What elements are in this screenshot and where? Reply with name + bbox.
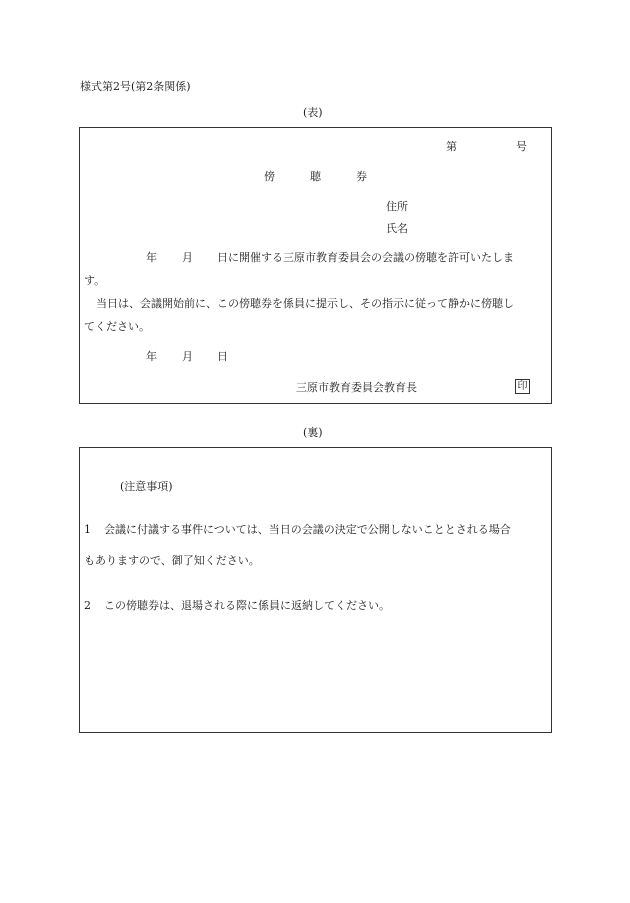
note-1-number: 1 [84,523,91,536]
issue-date-month: 月 [182,350,193,363]
front-side-label: (表) [303,106,323,119]
back-side-label: (裏) [303,426,323,439]
issue-date-year: 年 [146,350,157,363]
note-2-number: 2 [84,599,91,612]
issue-date-day: 日 [217,350,228,363]
instruction-text-line1: 当日は、会議開始前に、この傍聴券を係員に提示し、その指示に従って静かに傍聴し [96,297,514,310]
ticket-number-suffix: 号 [516,140,527,153]
permission-text-line2: す。 [84,274,106,287]
ticket-title-char-1: 傍 [264,170,275,183]
address-label: 住所 [386,200,408,213]
ticket-title-char-3: 券 [356,170,367,183]
permission-text-line1: 日に開催する三原市教育委員会の会議の傍聴を許可いたしま [217,251,514,264]
issuer-title: 三原市教育委員会教育長 [296,381,417,394]
form-label: 様式第2号(第2条関係) [80,80,191,93]
note-1-line-2: もありますので、御了知ください。 [84,554,260,567]
ticket-number-prefix: 第 [446,140,457,153]
meeting-year: 年 [146,251,157,264]
ticket-title-char-2: 聴 [310,170,321,183]
seal-stamp-box: 印 [515,379,530,394]
notes-heading: (注意事項) [120,480,173,493]
note-1-line-1: 会議に付議する事件については、当日の会議の決定で公開しないこととされる場合 [104,523,511,536]
meeting-month: 月 [182,251,193,264]
name-label: 氏名 [386,222,408,235]
instruction-text-line2: てください。 [84,320,150,333]
note-2-line-1: この傍聴券は、退場される際に係員に返納してください。 [104,599,390,612]
